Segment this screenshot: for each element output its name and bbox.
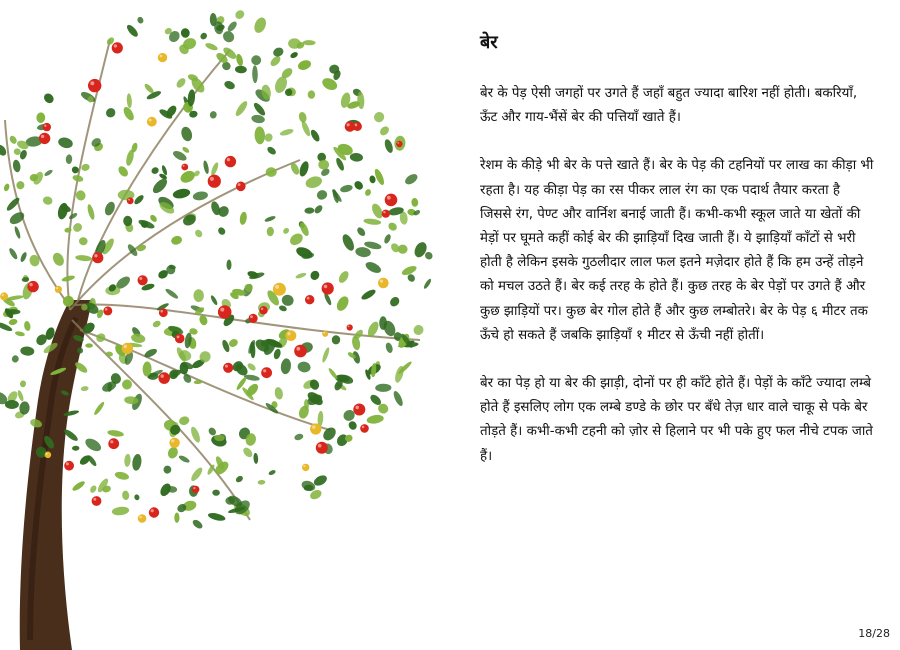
article (480, 30, 875, 493)
paragraph-1: बेर के पेड़ ऐसी जगहों पर उगते हैं जहाँ बहुत ज्यादा बारिश नहीं होती। बकरियाँ, ऊँट और गाय-भैंसें बेर की पत्तियाँ खाते हैं। (480, 86, 858, 126)
tree-leaves (0, 8, 434, 530)
paragraph-3: बेर का पेड़ हो या बेर की झाड़ी, दोनों पर ही काँटे होते हैं। पेड़ों के काँटे ज्यादा लम्बे होते हैं इसलिए लोग एक लम्बे डण्डे के छोर पर बँधे तेज़ धार वाले चाकू से पके बेर तोड़ते हैं। कभी-कभी टहनी को ज़ोर से हिलाने पर भी पके हुए फल नीचे टपक जाते हैं। (480, 376, 873, 464)
page-number: 18/28 (858, 627, 890, 640)
paragraph-2: रेशम के कीड़े भी बेर के पत्ते खाते हैं। बेर के पेड़ की टहनियों पर लाख का कीड़ा भी रहता है। यह कीड़ा पेड़ का रस पीकर लाल रंग का एक पदार्थ तैयार करता है जिससे रंग, पेण्ट और वार्निश बनाई जाती हैं। कभी-कभी स्कूल जाते या खेतों की मेड़ों पर घूमते कहीं कोई बेर की झाड़ियाँ दिख जाती हैं। ये झाड़ियाँ काँटों से भरी होती है लेकिन इसके गुठलीदार लाल फल इतने मज़ेदार होते हैं कि हम उन्हें तोड़ने को मचल उठते हैं। बेर कई तरह के होते हैं। कुछ तरह के बेर पेड़ों पर उगते हैं और कुछ झाड़ियों पर। कुछ बेर गोल होते हैं और कुछ लम्बोतरे। बेर के पेड़ ६ मीटर तक ऊँचे हो सकते हैं जबकि झाड़ियाँ १ मीटर से ऊँची नहीं होतीं। (480, 158, 874, 343)
page-title: बेर (480, 32, 498, 53)
